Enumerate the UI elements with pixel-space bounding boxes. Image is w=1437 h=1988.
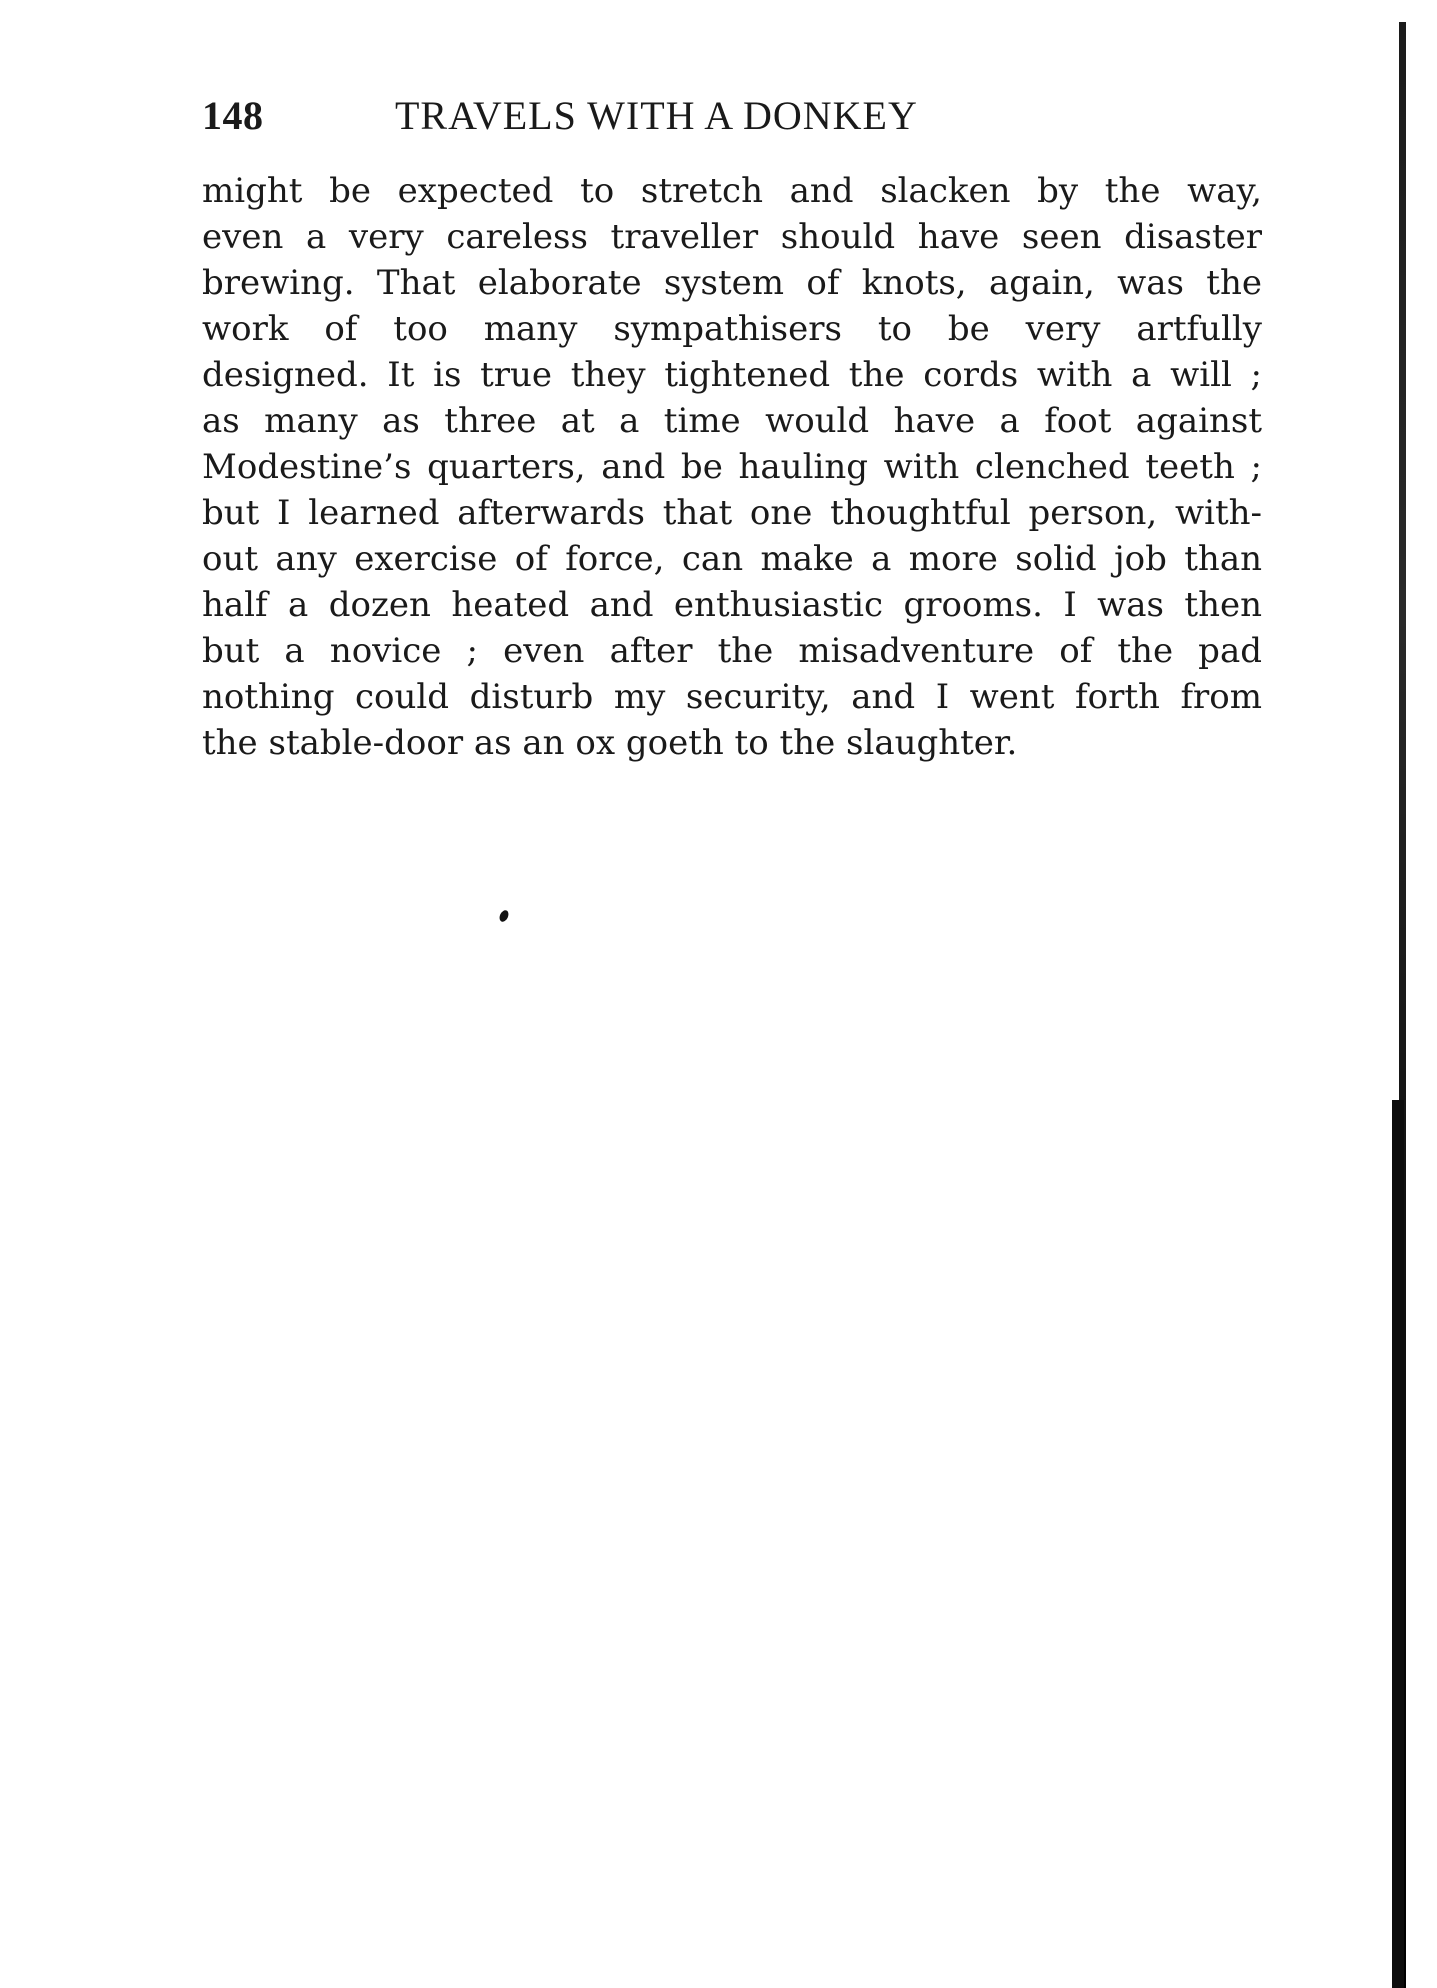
text-line: but a novice ; even after the misadventure of the pad	[202, 631, 1262, 671]
ink-speck	[498, 909, 510, 923]
text-line: even a very careless traveller should have seen disaster	[202, 217, 1262, 257]
text-line: might be expected to stretch and slacken by the way,	[202, 171, 1262, 211]
page-number: 148	[202, 93, 264, 138]
binding-edge-shadow	[1392, 1100, 1404, 1988]
text-line: Modestine’s quarters, and be hauling with clenched teeth ;	[202, 447, 1262, 487]
text-line: out any exercise of force, can make a more solid job than	[202, 539, 1262, 579]
text-line: designed. It is true they tightened the cords with a will ;	[202, 355, 1262, 395]
running-title: TRAVELS WITH A DONKEY	[395, 93, 918, 138]
text-line: the stable-door as an ox goeth to the slaughter.	[202, 723, 1018, 763]
text-line: work of too many sympathisers to be very artfully	[202, 309, 1262, 349]
text-line: brewing. That elaborate system of knots, again, was the	[202, 263, 1262, 303]
page-header	[202, 92, 1262, 148]
text-line: half a dozen heated and enthusiastic grooms. I was then	[202, 585, 1262, 625]
text-line: as many as three at a time would have a foot against	[202, 401, 1262, 441]
text-line: nothing could disturb my security, and I went forth from	[202, 677, 1262, 717]
body-paragraph	[202, 168, 1262, 766]
text-line: but I learned afterwards that one thoughtful person, with-	[202, 493, 1262, 533]
